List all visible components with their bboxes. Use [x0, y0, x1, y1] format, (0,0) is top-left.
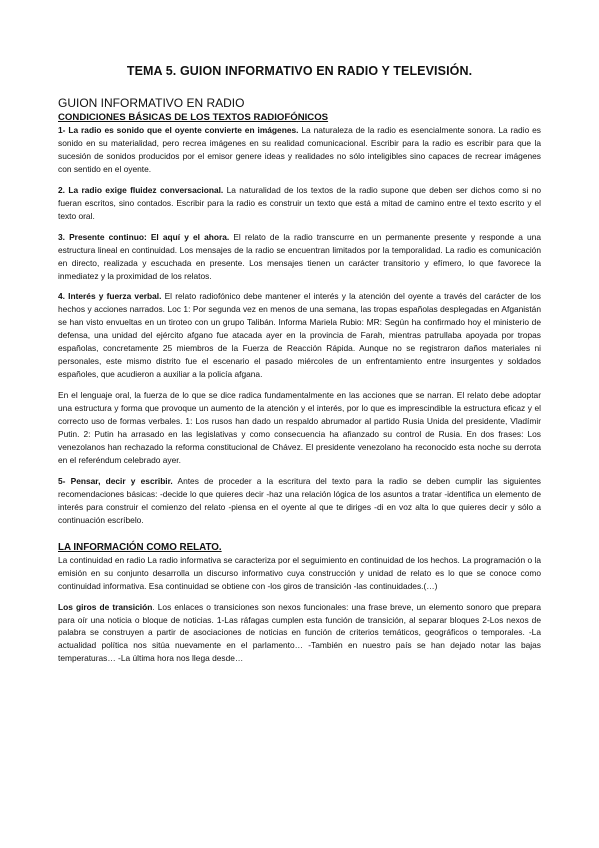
- paragraph-4-text: El relato radiofónico debe mantener el interés y la atención del oyente a través del carácter de los hechos y acciones narrados. Loc 1: Por segunda vez en menos de una semana, las tropas españolas desplegadas en Afganistán se han visto envueltas en un tiroteo con un grupo Talibán. Informa Mariela Rubio: MR: Según ha confirmado hoy el ministerio de defensa, una unidad del ejército afgano fue atacada ayer en la provincia de Farah, mientras patrullaba apoyada por tropas españolas, concretamente 25 miembros de la Fuerza de Reacción Rápida. Aunque no se registraron daños materiales ni personales, este mismo distrito fue el escenario el pasado miércoles de un enfrentamiento entre insurgentes y soldados españoles, que acudieron a auxiliar a la policía afgana.: [58, 291, 541, 380]
- paragraph-1: [58, 124, 541, 176]
- section-heading-radio: GUION INFORMATIVO EN RADIO: [58, 96, 245, 110]
- paragraph-1-text: La naturaleza de la radio es esencialmente sonora. La radio es sonido en su materialidad, pero recrea imágenes en su realidad comunicacional. Escribir para la radio es escribir para que la sucesión de sonidos producidos por el emisor genere ideas y realidades no sólo inteligibles sino capaces de recrear imágenes con sentido en el oyente.: [58, 125, 541, 174]
- paragraph-8-lead: Los giros de transición: [58, 601, 153, 612]
- section-heading-relato: LA INFORMACIÓN COMO RELATO.: [58, 541, 222, 553]
- paragraph-2: [58, 184, 541, 223]
- document-title: TEMA 5. GUION INFORMATIVO EN RADIO Y TELEVISIÓN.: [126, 64, 473, 78]
- paragraph-1-lead: 1- La radio es sonido que el oyente convierte en imágenes.: [58, 125, 299, 135]
- paragraph-4-lead: 4. Interés y fuerza verbal.: [58, 291, 162, 302]
- paragraph-7: [58, 554, 541, 593]
- paragraph-8: [58, 601, 541, 666]
- paragraph-7-text: La continuidad en radio La radio informativa se caracteriza por el seguimiento en continuidad de los hechos. La programación o la emisión en su conjunto desarrolla un discurso informativo cuya construcción y unidad de relato es lo que se conoce como continuidad informativa. Esa continuidad se obtiene con -los giros de transición -las continuidades.(…): [58, 554, 541, 591]
- paragraph-3: [58, 231, 541, 283]
- paragraph-2-text: La naturalidad de los textos de la radio supone que deben ser dichos como si no fueran escritos, sino contados. Escribir para la radio es construir un texto que está a mitad de camino entre el texto escrito y el texto oral.: [58, 184, 541, 221]
- paragraph-5-text: En el lenguaje oral, la fuerza de lo que se dice radica fundamentalmente en las acciones que se narran. El relato debe adoptar una estructura y forma que provoque un aumento de la atención y el interés, por lo que es imprescindible la estructura eficaz y el correcto uso de formas verbales. 1: Los rusos han dado un respaldo abrumador al partido Rusia Unida del presidente, Vladímir Putin. 2: Putin ha arrasado en las legislativas y como consecuencia ha afianzado su control de Rusia. En dos frases: Los venezolanos han rechazado la reforma constitucional de Chávez. El presidente venezolano ha reconocido esta noche su derrota en el referéndum celebrado ayer.: [58, 390, 541, 465]
- paragraph-3-text: El relato de la radio transcurre en un permanente presente y responde a una estructura lineal en continuidad. Los mensajes de la radio se encuentran limitados por la temporalidad. La radio es comunicación en directo, realizada y escuchada en presente. Los mensajes tienen un carácter transitorio y efímero, lo que favorece la inmediatez y la proximidad de los relatos.: [58, 231, 541, 281]
- paragraph-3-lead: 3. Presente continuo: El aquí y el ahora.: [58, 231, 230, 242]
- paragraph-4: [58, 290, 541, 381]
- paragraph-8-text: . Los enlaces o transiciones son nexos funcionales: una frase breve, un elemento sonoro que prepara para oír una noticia o bloque de noticias. 1-Las ráfagas cumplen esta función de transición, al separar bloques 2-Los nexos de palabra se construyen a partir de asociaciones de noticias en función de criterios temáticos, geográficos o temporales. -La actualidad política nos sitúa nuevamente en el parlamento… -También en nuestro país se han dejado notar las bajas temperaturas… -La última hora nos llega desde…: [58, 601, 541, 664]
- paragraph-5: [58, 389, 541, 467]
- subsection-heading-conditions: CONDICIONES BÁSICAS DE LOS TEXTOS RADIOFÓNICOS: [58, 112, 329, 123]
- paragraph-2-lead: 2. La radio exige fluidez conversacional.: [58, 184, 224, 195]
- paragraph-6-text: Antes de proceder a la escritura del texto para la radio se deben cumplir las siguientes recomendaciones básicas: -decide lo que quieres decir -haz una relación lógica de los asuntos a tratar -identifica un elemento de interés para construir el comienzo del relato -piensa en el oyente al que te diriges -di en voz alta lo que quieres decir y sólo a continuación escríbelo.: [58, 475, 541, 525]
- paragraph-6-lead: 5- Pensar, decir y escribir.: [58, 475, 173, 486]
- paragraph-6: [58, 475, 541, 527]
